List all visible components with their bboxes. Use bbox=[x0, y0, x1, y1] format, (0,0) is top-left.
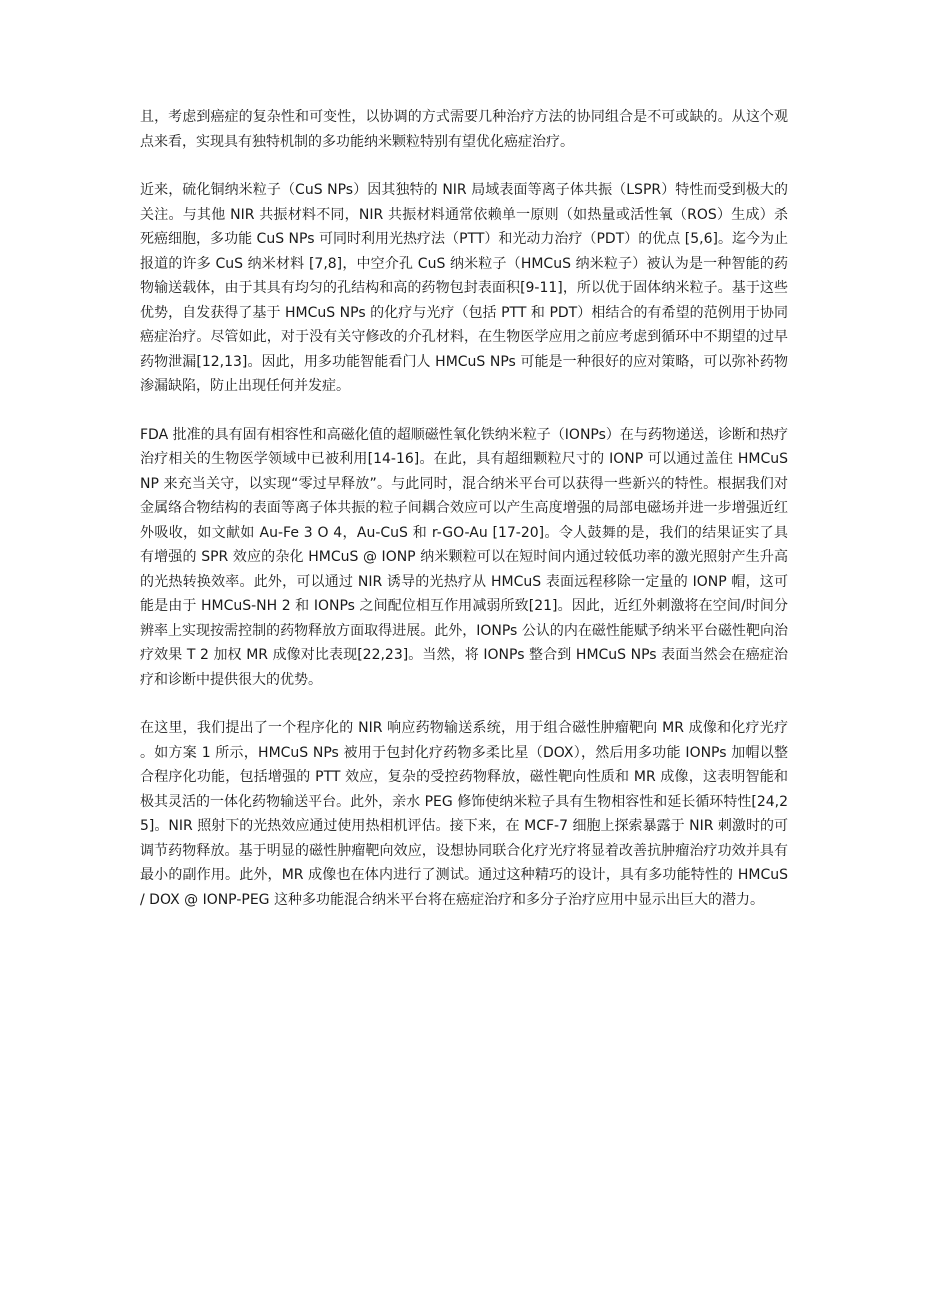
paragraph-1: 且，考虑到癌症的复杂性和可变性，以协调的方式需要几种治疗方法的协同组合是不可或缺的。从这个观点来看，实现具有独特机制的多功能纳米颗粒特别有望优化癌症治疗。 bbox=[140, 109, 788, 150]
document-body bbox=[140, 105, 788, 936]
paragraph-3: FDA 批准的具有固有相容性和高磁化值的超顺磁性氧化铁纳米粒子（IONPs）在与药物递送，诊断和热疗治疗相关的生物医学领域中已被利用[14-16]。在此，具有超细颗粒尺寸的 IONP 可以通过盖住 HMCuS NP 来充当关守，以实现“零过早释放”。与此同时，混合纳米平台可以获得一些新兴的特性。根据我们对金属络合物结构的表面等离子体共振的粒子间耦合效应可以产生高度增强的局部电磁场并进一步增强近红外吸收，如文献如 Au-Fe 3 O 4，Au-CuS 和 r-GO-Au [17-20]。令人鼓舞的是，我们的结果证实了具有增强的 SPR 效应的杂化 HMCuS @ IONP 纳米颗粒可以在短时间内通过较低功率的激光照射产生升高的光热转换效率。此外，可以通过 NIR 诱导的光热疗从 HMCuS 表面远程移除一定量的 IONP 帽，这可能是由于 HMCuS-NH 2 和 IONPs 之间配位相互作用减弱所致[21]。因此，近红外刺激将在空间/时间分辨率上实现按需控制的药物释放方面取得进展。此外，IONPs 公认的内在磁性能赋予纳米平台磁性靶向治疗效果 T 2 加权 MR 成像对比表现[22,23]。当然，将 IONPs 整合到 HMCuS NPs 表面当然会在癌症治疗和诊断中提供很大的优势。 bbox=[140, 426, 788, 688]
paragraph-4: 在这里，我们提出了一个程序化的 NIR 响应药物输送系统，用于组合磁性肿瘤靶向 MR 成像和化疗光疗。如方案 1 所示，HMCuS NPs 被用于包封化疗药物多柔比星（DOX），然后用多功能 IONPs 加帽以整合程序化功能，包括增强的 PTT 效应，复杂的受控药物释放，磁性靶向性质和 MR 成像，这表明智能和极其灵活的一体化药物输送平台。此外，亲水 PEG 修饰使纳米粒子具有生物相容性和延长循环特性[24,25]。NIR 照射下的光热效应通过使用热相机评估。接下来，在 MCF-7 细胞上探索暴露于 NIR 刺激时的可调节药物释放。基于明显的磁性肿瘤靶向效应，设想协同联合化疗光疗将显着改善抗肿瘤治疗功效并具有最小的副作用。此外，MR 成像也在体内进行了测试。通过这种精巧的设计，具有多功能特性的 HMCuS / DOX @ IONP-PEG 这种多功能混合纳米平台将在癌症治疗和多分子治疗应用中显示出巨大的潜力。 bbox=[140, 720, 788, 908]
paragraph-2: 近来，硫化铜纳米粒子（CuS NPs）因其独特的 NIR 局域表面等离子体共振（LSPR）特性而受到极大的关注。与其他 NIR 共振材料不同，NIR 共振材料通常依赖单一原则（如热量或活性氧（ROS）生成）杀死癌细胞，多功能 CuS NPs 可同时利用光热疗法（PTT）和光动力治疗（PDT）的优点 [5,6]。迄今为止报道的许多 CuS 纳米材料 [7,8]，中空介孔 CuS 纳米粒子（HMCuS 纳米粒子）被认为是一种智能的药物输送载体，由于其具有均匀的孔结构和高的药物包封表面积[9-11]，所以优于固体纳米粒子。基于这些优势，自发获得了基于 HMCuS NPs 的化疗与光疗（包括 PTT 和 PDT）相结合的有希望的范例用于协同癌症治疗。尽管如此，对于没有关守修改的介孔材料，在生物医学应用之前应考虑到循环中不期望的过早药物泄漏[12,13]。因此，用多功能智能看门人 HMCuS NPs 可能是一种很好的应对策略，可以弥补药物渗漏缺陷，防止出现任何并发症。 bbox=[140, 182, 788, 394]
